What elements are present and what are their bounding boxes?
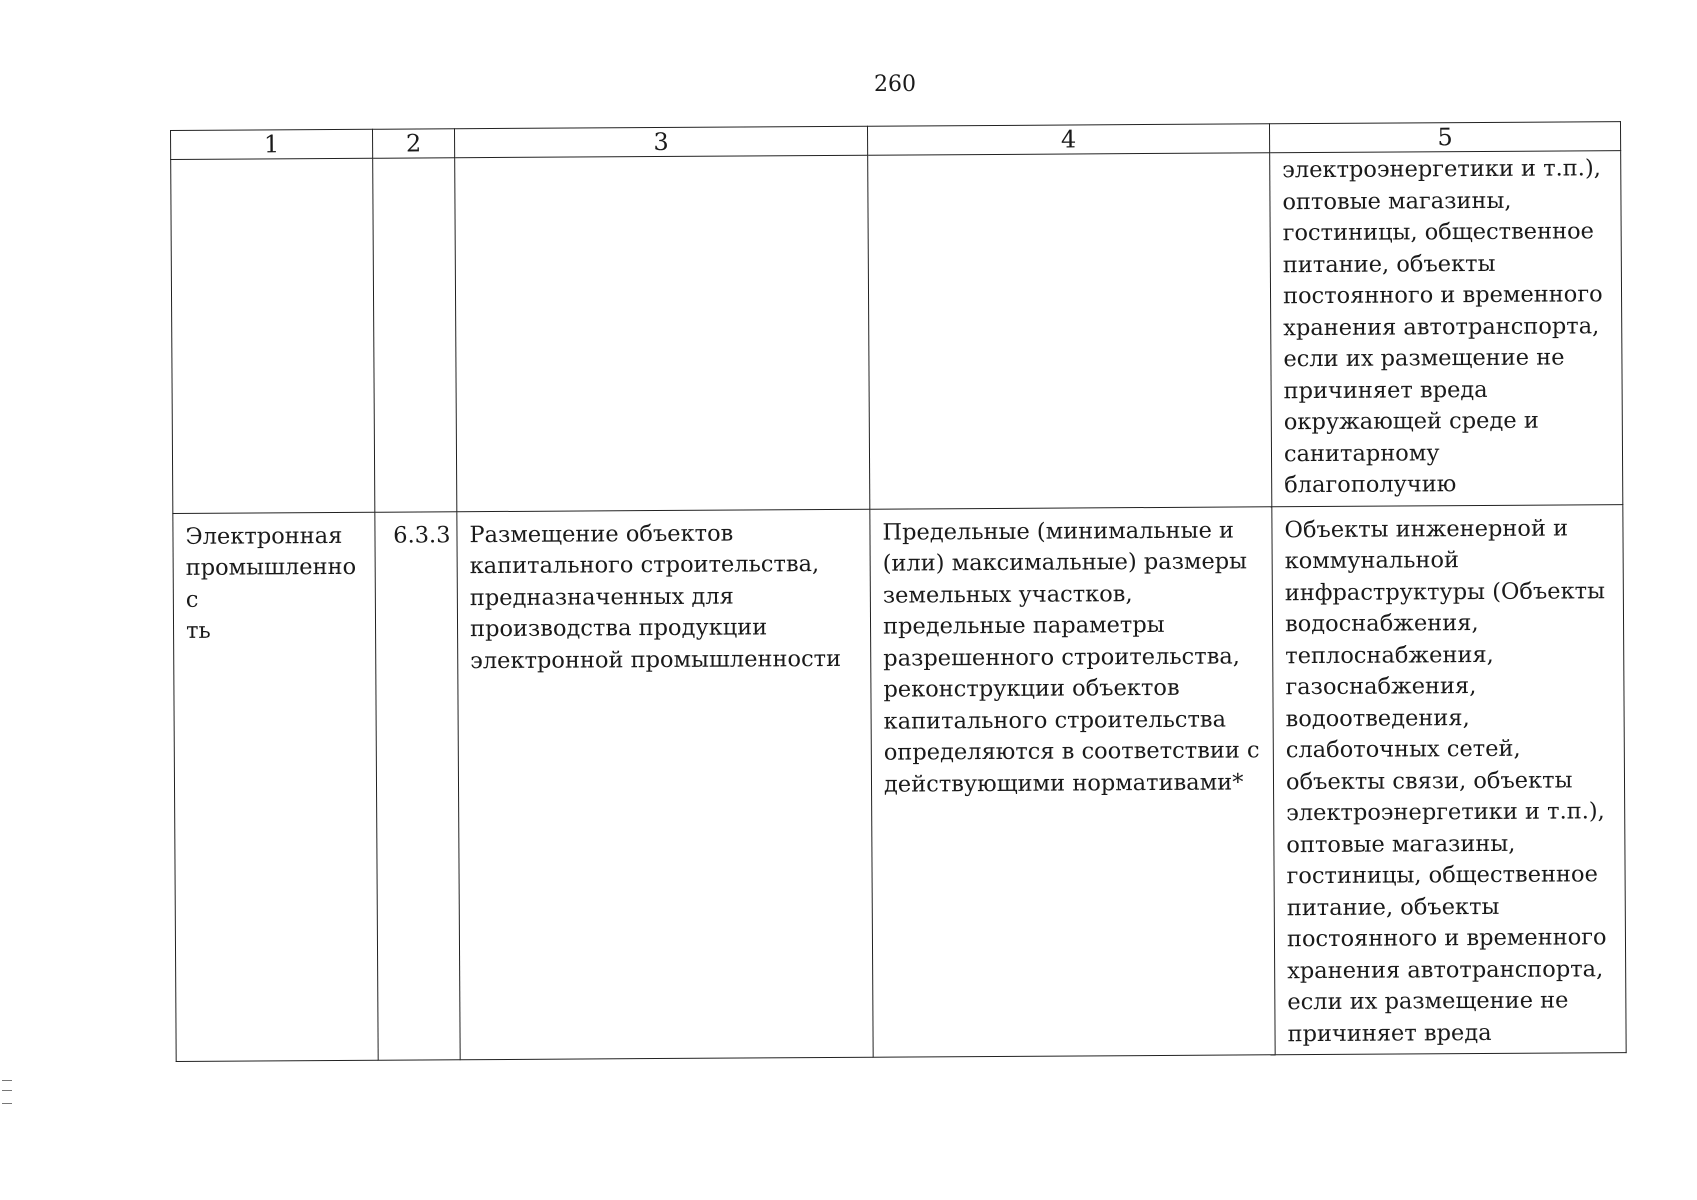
scan-margin-mark (2, 1080, 12, 1104)
cell-use-name (171, 158, 375, 513)
cell-use-code: 6.3.3 (375, 511, 460, 1060)
header-col-1: 1 (171, 129, 373, 159)
cell-use-description (455, 155, 870, 511)
cell-use-name: Электронная промышленнос ть (173, 512, 378, 1062)
table-row (171, 151, 1623, 513)
cell-auxiliary-uses: электроэнергетики и т.п.), оптовые магазины, гостиницы, общественное питание, объекты постоянного и временного хранения автотранспорта, если их размещение не причиняет вреда окружающей среде и санитарному благополучию (1270, 151, 1623, 507)
cell-parameters: Предельные (минимальные и (или) максимальные) размеры земельных участков, предельные параметры разрешенного строительства, реконструкции объектов капитального строительства определяются в соответствии с действующими нормативами* (870, 506, 1275, 1057)
page-number: 260 (874, 72, 916, 97)
cell-parameters (868, 153, 1272, 509)
header-col-4: 4 (867, 124, 1269, 155)
cell-use-description: Размещение объектов капитального строительства, предназначенных для производства продукции электронной промышленности (457, 509, 873, 1060)
land-use-table (170, 121, 1627, 1062)
header-col-3: 3 (454, 126, 867, 158)
cell-auxiliary-uses: Объекты инженерной и коммунальной инфраструктуры (Объекты водоснабжения, теплоснабжения, газоснабжения, водоотведения, слаботочных сетей, объекты связи, объекты электроэнергетики и т.п.), оптовые магазины, гостиницы, общественное питание, объекты постоянного и временного хранения автотранспорта, если их размещение не причиняет вреда (1272, 504, 1626, 1055)
cell-use-code (373, 158, 457, 512)
header-col-2: 2 (372, 129, 454, 159)
header-col-5: 5 (1269, 122, 1620, 153)
table-row (173, 504, 1626, 1061)
